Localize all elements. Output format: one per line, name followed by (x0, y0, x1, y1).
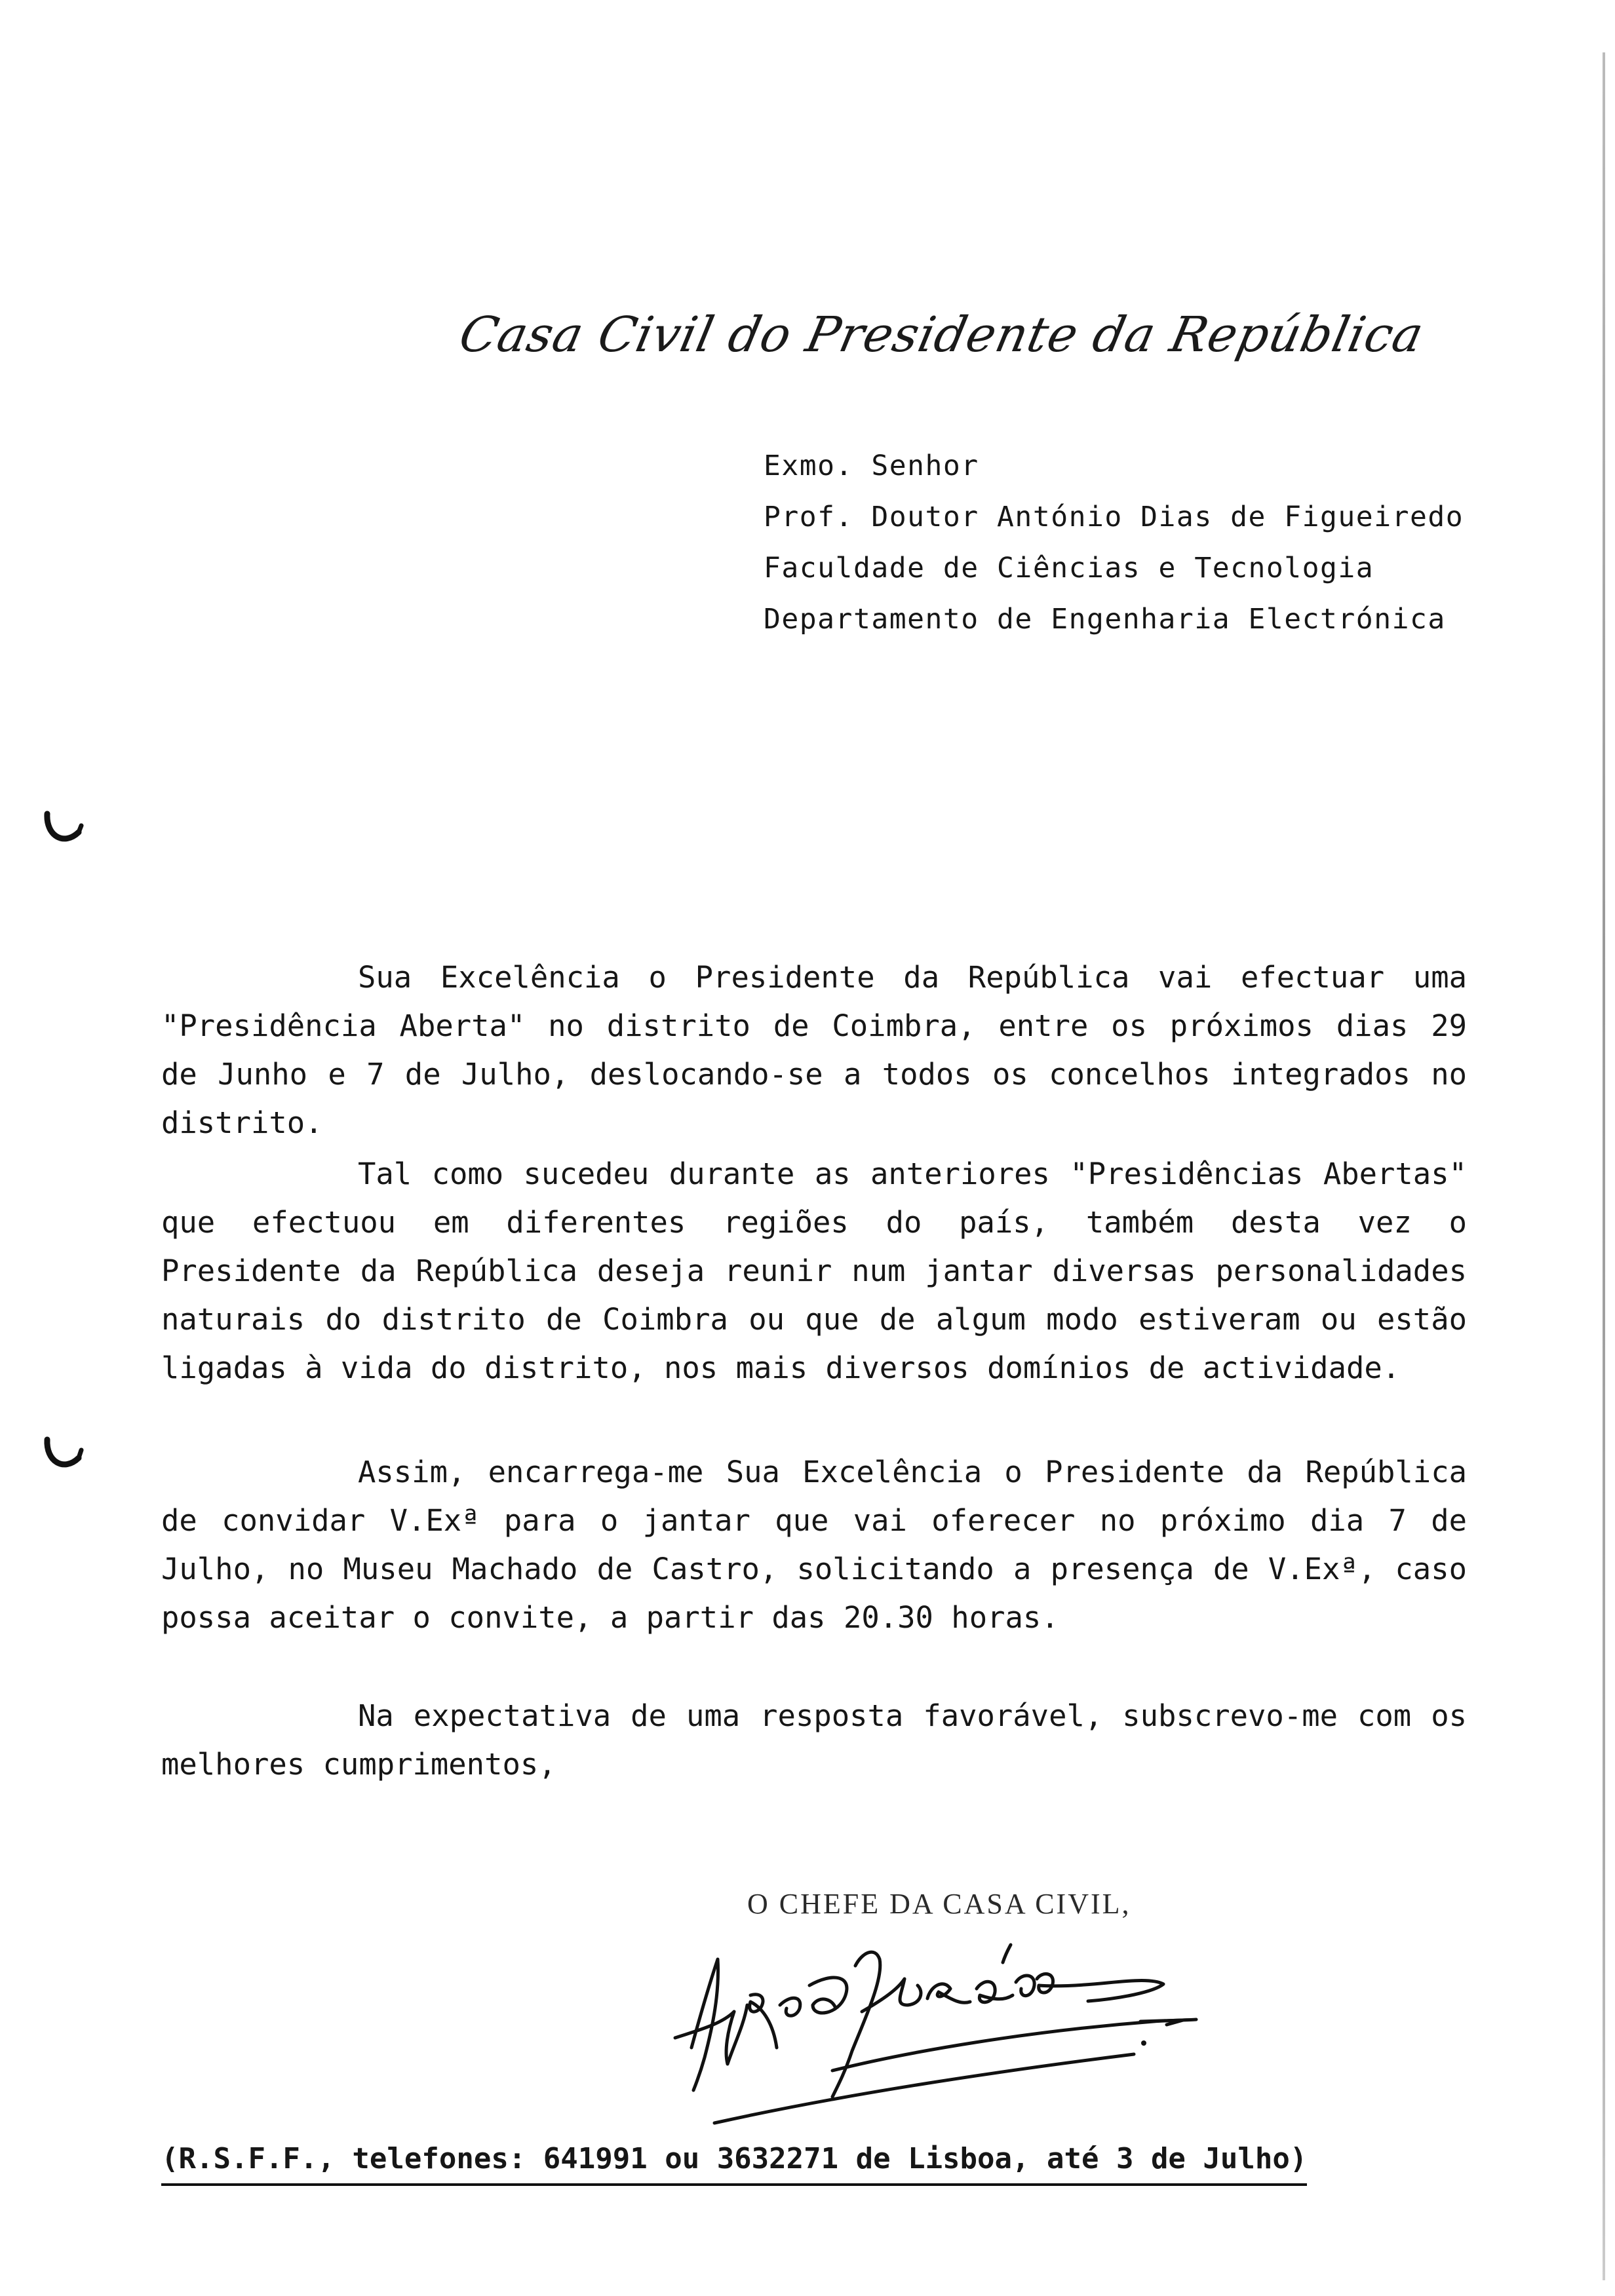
addressee-salutation: Exmo. Senhor (764, 450, 979, 482)
addressee-faculty: Faculdade de Ciências e Tecnologia (764, 552, 1374, 584)
letterhead: Casa Civil do Presidente da República (454, 307, 1429, 363)
paragraph-text: Sua Excelência o Presidente da República vai efectuar uma "Presidência Aberta" no distrito de Coimbra, entre os próximos dias 29 de Junho e 7 de Julho, deslocando-se a todos os concelhos integrados no distrito. (161, 960, 1467, 1140)
addressee-block (764, 440, 1464, 645)
punch-hole-mark-icon (41, 1432, 87, 1478)
scan-edge-line (1603, 52, 1605, 2280)
footer-note: (R.S.F.F., telefones: 641991 ou 3632271 de Lisboa, até 3 de Julho) (161, 2136, 1307, 2186)
paragraph-text: Assim, encarrega-me Sua Excelência o Presidente da República de convidar V.Exª para o jantar que vai oferecer no próximo dia 7 de Julho, no Museu Machado de Castro, solicitando a presença de V.Exª, caso possa aceitar o convite, a partir das 20.30 horas. (161, 1455, 1467, 1635)
body-paragraph-2 (161, 1150, 1467, 1392)
punch-hole-mark-icon (41, 806, 87, 852)
addressee-department: Departamento de Engenharia Electrónica (764, 603, 1446, 636)
closing-title: O CHEFE DA CASA CIVIL, (747, 1888, 1131, 1920)
body-paragraph-1 (161, 953, 1467, 1147)
paragraph-text: Tal como sucedeu durante as anteriores "Presidências Abertas" que efectuou em diferentes regiões do país, também desta vez o Presidente da República deseja reunir num jantar diversas personalidades naturais do distrito de Coimbra ou que de algum modo estiveram ou estão ligadas à vida do distrito, nos mais diversos domínios de actividade. (161, 1157, 1467, 1385)
handwritten-signature (636, 1933, 1226, 2130)
body-paragraph-3 (161, 1448, 1467, 1642)
addressee-name: Prof. Doutor António Dias de Figueiredo (764, 501, 1464, 533)
body-paragraph-4 (161, 1692, 1467, 1789)
paragraph-text: Na expectativa de uma resposta favorável, subscrevo-me com os melhores cumprimentos, (161, 1698, 1467, 1782)
